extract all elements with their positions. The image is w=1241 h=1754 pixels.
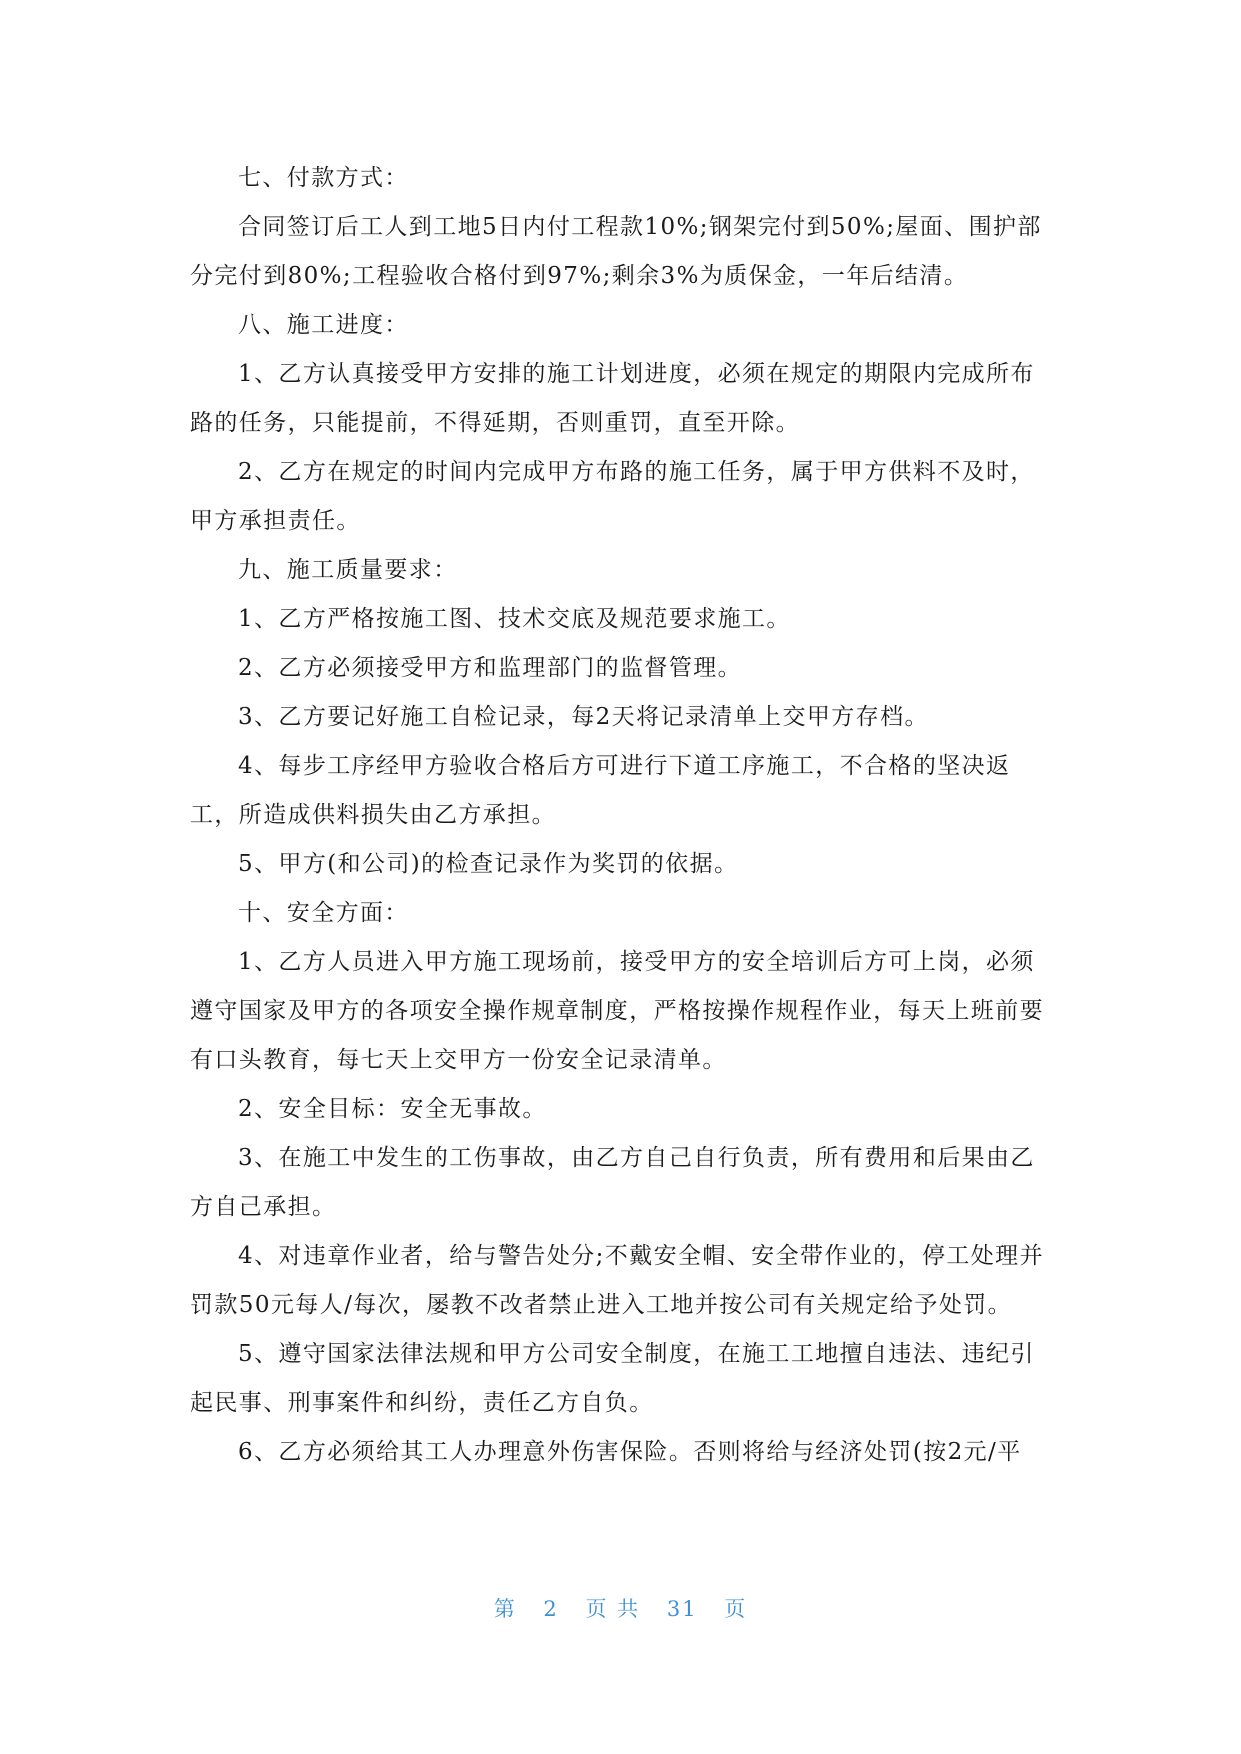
quality-item-4: 4、每步工序经甲方验收合格后方可进行下道工序施工，不合格的坚决返工，所造成供料损失由乙方承担。 bbox=[190, 753, 1011, 828]
document-body bbox=[190, 154, 1052, 1477]
footer-middle: 页 共 bbox=[585, 1597, 641, 1621]
section-heading-payment: 七、付款方式： bbox=[238, 165, 409, 191]
progress-item-2: 2、乙方在规定的时间内完成甲方布路的施工任务，属于甲方供料不及时，甲方承担责任。 bbox=[190, 459, 1035, 534]
section-heading-progress: 八、施工进度： bbox=[238, 312, 409, 338]
progress-item-1: 1、乙方认真接受甲方安排的施工计划进度，必须在规定的期限内完成所布路的任务，只能提前，不得延期，否则重罚，直至开除。 bbox=[190, 361, 1035, 436]
section-heading-safety: 十、安全方面： bbox=[238, 900, 409, 926]
footer-suffix: 页 bbox=[724, 1597, 748, 1621]
safety-item-5: 5、遵守国家法律法规和甲方公司安全制度，在施工工地擅自违法、违纪引起民事、刑事案件和纠纷，责任乙方自负。 bbox=[190, 1341, 1035, 1416]
safety-item-4: 4、对违章作业者，给与警告处分;不戴安全帽、安全带作业的，停工处理并罚款50元每人/每次，屡教不改者禁止进入工地并按公司有关规定给予处罚。 bbox=[190, 1243, 1044, 1318]
payment-terms-paragraph: 合同签订后工人到工地5日内付工程款10%;钢架完付到50%;屋面、围护部分完付到80%;工程验收合格付到97%;剩余3%为质保金，一年后结清。 bbox=[190, 214, 1042, 289]
footer-total-pages: 31 bbox=[666, 1597, 698, 1621]
safety-item-6: 6、乙方必须给其工人办理意外伤害保险。否则将给与经济处罚(按2元/平 bbox=[238, 1439, 1022, 1465]
footer-current-page: 2 bbox=[543, 1597, 559, 1621]
safety-item-3: 3、在施工中发生的工伤事故，由乙方自己自行负责，所有费用和后果由乙方自己承担。 bbox=[190, 1145, 1035, 1220]
page-footer bbox=[0, 1593, 1241, 1623]
safety-item-1: 1、乙方人员进入甲方施工现场前，接受甲方的安全培训后方可上岗，必须遵守国家及甲方的各项安全操作规章制度，严格按操作规程作业，每天上班前要有口头教育，每七天上交甲方一份安全记录清单。 bbox=[190, 949, 1044, 1073]
quality-item-2: 2、乙方必须接受甲方和监理部门的监督管理。 bbox=[238, 655, 743, 681]
quality-item-5: 5、甲方(和公司)的检查记录作为奖罚的依据。 bbox=[238, 851, 739, 877]
quality-item-1: 1、乙方严格按施工图、技术交底及规范要求施工。 bbox=[238, 606, 791, 632]
safety-item-2: 2、安全目标：安全无事故。 bbox=[238, 1096, 547, 1122]
section-heading-quality: 九、施工质量要求： bbox=[238, 557, 458, 583]
quality-item-3: 3、乙方要记好施工自检记录，每2天将记录清单上交甲方存档。 bbox=[238, 704, 929, 730]
footer-prefix: 第 bbox=[493, 1597, 517, 1621]
